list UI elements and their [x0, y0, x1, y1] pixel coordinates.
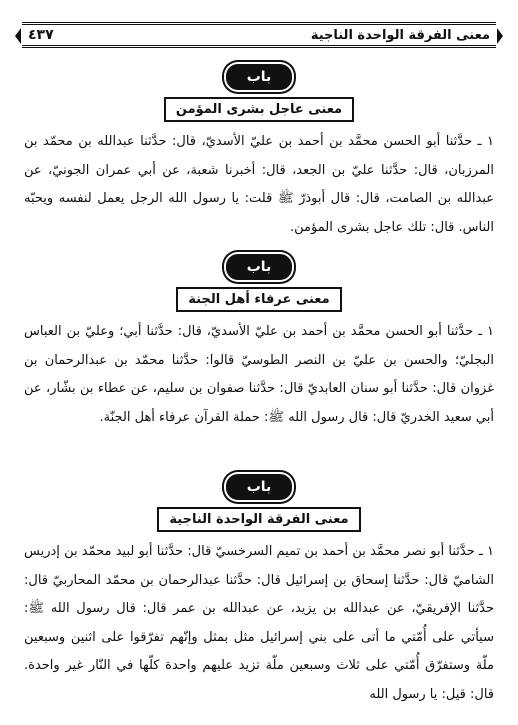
hadith-text: ١ ـ حدَّثنا أبو الحسن محمَّد بن أحمد بن عليّ الأسديّ، قال: حدَّثنا أبي؛ وعليّ بن العباس البجليّ؛ والحسن بن عليّ بن النصر الطوسيّ قالوا: حدَّثنا محمّد بن عبدالرحمان بن غزوان قال: حدَّثنا أبو سنان العابديّ قال: حدَّثنا صفوان بن سليم، عن عطاء بن بشّار، عن أبي سعيد الخدريّ قال: قال رسول الله ﷺ: حملة القرآن عرفاء أهل الجنّة. — [24, 324, 494, 425]
page-number: ٤٣٧ — [28, 27, 54, 43]
running-title: معنى الفرقة الواحدة الناجية — [310, 27, 490, 43]
bab-badge: باب — [226, 254, 292, 280]
section-title: معنى عاجل بشرى المؤمن — [164, 97, 354, 122]
section-1 — [24, 64, 494, 242]
section-title: معنى عرفاء أهل الجنة — [176, 287, 341, 312]
section-3 — [24, 474, 494, 709]
hadith-text: ١ ـ حدَّثنا أبو الحسن محمَّد بن أحمد بن عليّ الأسديّ، قال: حدَّثنا عبدالله بن محمّد بن المرزبان، قال: حدَّثنا عليّ بن الجعد، قال: أخبرنا شعبة، عن أبي عمران الجونيّ، عن عبدالله بن الصامت، قال: قال أبوذرّ ﷺ قلت: يا رسول الله الرجل يعمل لنفسه ويحبّه الناس. قال: تلك عاجل بشرى المؤمن. — [24, 134, 494, 235]
page-header — [22, 22, 496, 48]
section-2 — [24, 254, 494, 432]
bab-badge: باب — [226, 474, 292, 500]
header-ornament-left-icon — [14, 28, 22, 44]
bab-badge: باب — [226, 64, 292, 90]
section-title: معنى الفرقة الواحدة الناجية — [157, 507, 360, 532]
header-ornament-right-icon — [496, 28, 504, 44]
hadith-text: ١ ـ حدَّثنا أبو نصر محمَّد بن أحمد بن تميم السرخسيّ قال: حدَّثنا أبو لبيد محمّد بن إدريس الشاميّ قال: حدَّثنا إسحاق بن إسرائيل قال: حدَّثنا عبدالرحمان بن محمّد المحاربيّ قال: حدَّثنا الإفريقيّ، عن عبدالله بن يزيد، عن عبدالله بن عمر قال: قال رسول الله ﷺ: سيأتي على أُمّتي ما أتى على بني إسرائيل مثل بمثل وإنّهم تفرّقوا على اثنين وسبعين ملّة وستفرّق أُمّتي على ثلاث وسبعين ملّة تزيد عليهم واحدة كلّها في النّار غير واحدة. قال: قيل: يا رسول الله — [24, 544, 494, 702]
